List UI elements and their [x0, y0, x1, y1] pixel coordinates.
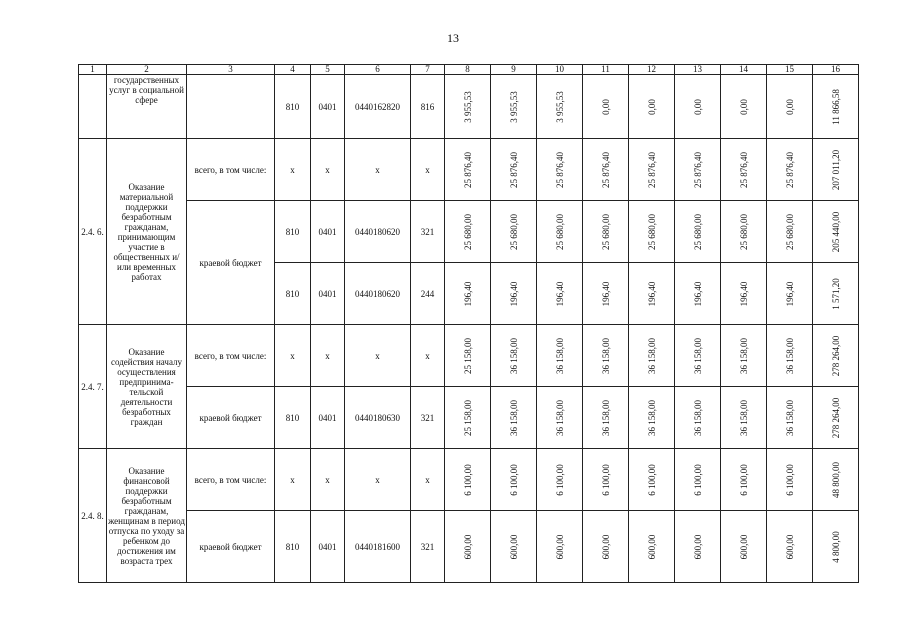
column-number: 5: [311, 65, 345, 75]
value-cell: 600,00: [784, 534, 795, 559]
value-cell: 6 100,00: [738, 463, 749, 496]
column-number: 8: [445, 65, 491, 75]
column-number: 1: [79, 65, 107, 75]
value-cell: 11 866,58: [830, 88, 841, 125]
csr-code: 0440181600: [345, 511, 411, 583]
rzpr-code: х: [311, 449, 345, 511]
value-cell: 6 100,00: [554, 463, 565, 496]
value-cell: 25 680,00: [738, 213, 749, 250]
table-row: [79, 387, 859, 449]
value-cell: 6 100,00: [508, 463, 519, 496]
csr-code: х: [345, 449, 411, 511]
value-cell: 196,40: [462, 281, 473, 306]
value-cell: 278 264,00: [830, 397, 841, 438]
value-cell: 36 158,00: [784, 399, 795, 436]
item-number: 2.4. 6.: [79, 139, 107, 325]
table-row: [79, 201, 859, 263]
value-cell: 25 680,00: [692, 213, 703, 250]
value-cell: 3 955,53: [554, 90, 565, 123]
value-cell: 25 876,40: [692, 151, 703, 188]
item-name: Оказание материальной поддержки безработным гражданам, принимающим участие в общественных и/или временных работах: [107, 139, 187, 325]
value-cell: 36 158,00: [738, 337, 749, 374]
budget-table: [78, 64, 859, 583]
rzpr-code: 0401: [311, 75, 345, 139]
value-cell: 25 680,00: [600, 213, 611, 250]
source-label: краевой бюджет: [187, 511, 275, 583]
source-label: всего, в том числе:: [187, 139, 275, 201]
column-number: 12: [629, 65, 675, 75]
value-cell: 6 100,00: [692, 463, 703, 496]
value-cell: 6 100,00: [784, 463, 795, 496]
value-cell: 25 680,00: [784, 213, 795, 250]
value-cell: 36 158,00: [646, 337, 657, 374]
table-row: [79, 75, 859, 139]
rzpr-code: х: [311, 325, 345, 387]
value-cell: 1 571,20: [830, 277, 841, 310]
column-number: 16: [813, 65, 859, 75]
item-name: государственных услуг в социальной сфере: [107, 75, 187, 139]
value-cell: 196,40: [692, 281, 703, 306]
csr-code: 0440180620: [345, 263, 411, 325]
value-cell: 0,00: [738, 98, 749, 115]
rzpr-code: 0401: [311, 201, 345, 263]
column-number: 14: [721, 65, 767, 75]
value-cell: 196,40: [508, 281, 519, 306]
value-cell: 0,00: [600, 98, 611, 115]
vr-code: х: [411, 325, 445, 387]
value-cell: 600,00: [554, 534, 565, 559]
value-cell: 25 876,40: [600, 151, 611, 188]
source-label: краевой бюджет: [187, 201, 275, 325]
value-cell: 6 100,00: [646, 463, 657, 496]
grbs-code: 810: [275, 201, 311, 263]
vr-code: 816: [411, 75, 445, 139]
value-cell: 36 158,00: [738, 399, 749, 436]
item-number: 2.4. 7.: [79, 325, 107, 449]
value-cell: 25 158,00: [462, 399, 473, 436]
value-cell: 48 800,00: [830, 461, 841, 498]
table-row: [79, 325, 859, 387]
column-number: 6: [345, 65, 411, 75]
value-cell: 25 876,40: [554, 151, 565, 188]
value-cell: 36 158,00: [692, 399, 703, 436]
column-number-row: [79, 65, 859, 75]
csr-code: 0440180620: [345, 201, 411, 263]
value-cell: 600,00: [738, 534, 749, 559]
value-cell: 600,00: [600, 534, 611, 559]
value-cell: 36 158,00: [646, 399, 657, 436]
value-cell: 3 955,53: [462, 90, 473, 123]
value-cell: 0,00: [784, 98, 795, 115]
table-row: [79, 449, 859, 511]
column-number: 11: [583, 65, 629, 75]
csr-code: 0440180630: [345, 387, 411, 449]
value-cell: 196,40: [784, 281, 795, 306]
source-label: всего, в том числе:: [187, 449, 275, 511]
grbs-code: 810: [275, 75, 311, 139]
value-cell: 36 158,00: [600, 337, 611, 374]
rzpr-code: х: [311, 139, 345, 201]
value-cell: 196,40: [738, 281, 749, 306]
value-cell: 25 680,00: [462, 213, 473, 250]
item-name: Оказание содействия началу осуществления предпринима-тельской деятельности безработных граждан: [107, 325, 187, 449]
value-cell: 278 264,00: [830, 335, 841, 376]
value-cell: 25 876,40: [784, 151, 795, 188]
value-cell: 36 158,00: [784, 337, 795, 374]
value-cell: 6 100,00: [600, 463, 611, 496]
csr-code: 0440162820: [345, 75, 411, 139]
value-cell: 25 876,40: [508, 151, 519, 188]
value-cell: 25 876,40: [462, 151, 473, 188]
column-number: 13: [675, 65, 721, 75]
value-cell: 0,00: [692, 98, 703, 115]
column-number: 2: [107, 65, 187, 75]
value-cell: 600,00: [692, 534, 703, 559]
table-row: [79, 139, 859, 201]
vr-code: х: [411, 449, 445, 511]
item-name: Оказание финансовой поддержки безработным гражданам, женщинам в период отпуска по уходу за ребенком до достижения им возраста трех: [107, 449, 187, 583]
value-cell: 4 800,00: [830, 530, 841, 563]
column-number: 10: [537, 65, 583, 75]
value-cell: 205 440,00: [830, 211, 841, 252]
value-cell: 36 158,00: [600, 399, 611, 436]
rzpr-code: 0401: [311, 511, 345, 583]
item-number: 2.4. 8.: [79, 449, 107, 583]
vr-code: х: [411, 139, 445, 201]
value-cell: 196,40: [554, 281, 565, 306]
grbs-code: 810: [275, 511, 311, 583]
value-cell: 36 158,00: [508, 337, 519, 374]
page-number: 13: [447, 31, 459, 45]
column-number: 3: [187, 65, 275, 75]
grbs-code: х: [275, 325, 311, 387]
grbs-code: 810: [275, 263, 311, 325]
column-number: 7: [411, 65, 445, 75]
value-cell: 0,00: [646, 98, 657, 115]
column-number: 15: [767, 65, 813, 75]
value-cell: 600,00: [508, 534, 519, 559]
table-row: [79, 511, 859, 583]
vr-code: 321: [411, 201, 445, 263]
source-label: всего, в том числе:: [187, 325, 275, 387]
column-number: 4: [275, 65, 311, 75]
grbs-code: х: [275, 449, 311, 511]
value-cell: 25 680,00: [508, 213, 519, 250]
column-number: 9: [491, 65, 537, 75]
csr-code: х: [345, 325, 411, 387]
vr-code: 321: [411, 511, 445, 583]
value-cell: 3 955,53: [508, 90, 519, 123]
vr-code: 321: [411, 387, 445, 449]
source-label: краевой бюджет: [187, 387, 275, 449]
rzpr-code: 0401: [311, 263, 345, 325]
rzpr-code: 0401: [311, 387, 345, 449]
value-cell: 25 680,00: [646, 213, 657, 250]
csr-code: х: [345, 139, 411, 201]
grbs-code: х: [275, 139, 311, 201]
value-cell: 600,00: [646, 534, 657, 559]
value-cell: 6 100,00: [462, 463, 473, 496]
vr-code: 244: [411, 263, 445, 325]
grbs-code: 810: [275, 387, 311, 449]
value-cell: 600,00: [462, 534, 473, 559]
value-cell: 25 876,40: [738, 151, 749, 188]
value-cell: 196,40: [600, 281, 611, 306]
value-cell: 25 158,00: [462, 337, 473, 374]
value-cell: 36 158,00: [554, 399, 565, 436]
value-cell: 36 158,00: [554, 337, 565, 374]
value-cell: 36 158,00: [508, 399, 519, 436]
value-cell: 25 876,40: [646, 151, 657, 188]
value-cell: 207 011,20: [830, 149, 841, 190]
value-cell: 25 680,00: [554, 213, 565, 250]
value-cell: 36 158,00: [692, 337, 703, 374]
value-cell: 196,40: [646, 281, 657, 306]
